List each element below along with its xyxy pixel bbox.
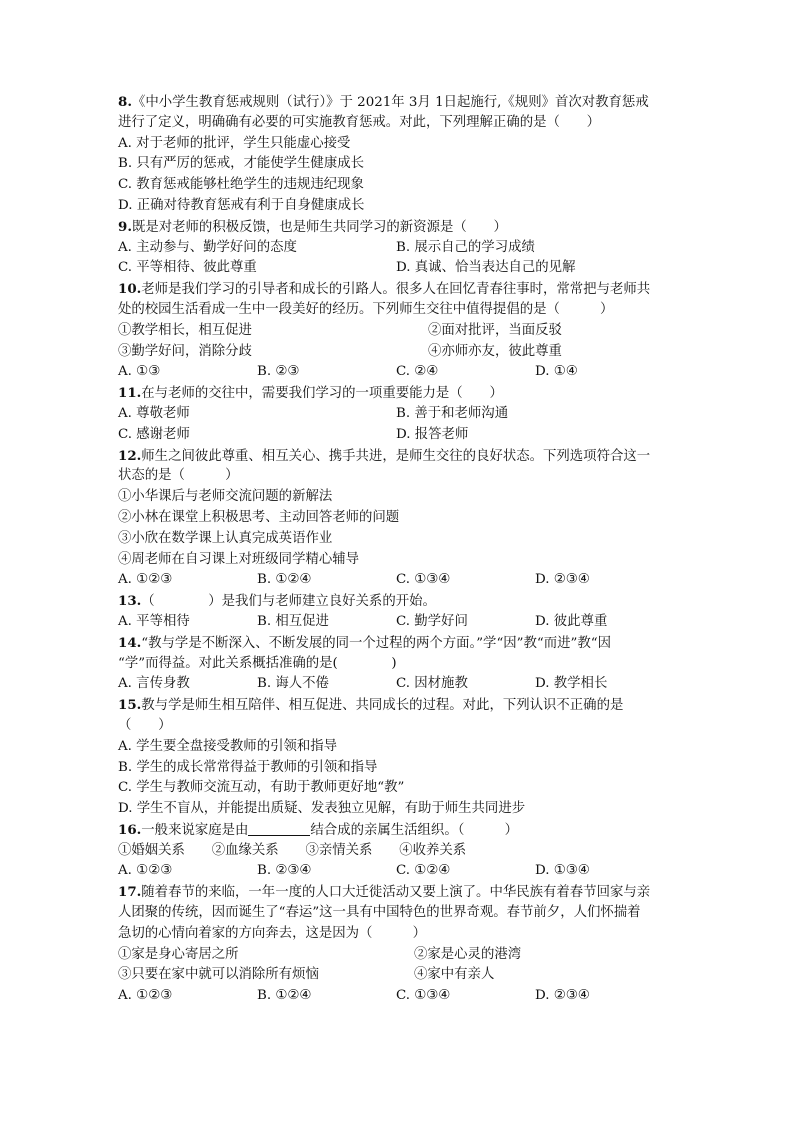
option-c: C. ②④ xyxy=(396,364,439,380)
question-12-stem: 12.师生之间彼此尊重、相互关心、携手共进，是师生交往的良好状态。下列选项符合这一 xyxy=(118,447,651,464)
statement-1: ①教学相长，相互促进 xyxy=(118,322,252,338)
question-15-stem: 15.教与学是师生相互陪伴、相互促进、共同成长的过程。对此，下列认识不正确的是 xyxy=(118,697,624,714)
question-12-statement-2: ②小林在课堂上积极思考、主动回答老师的问题 xyxy=(118,509,400,525)
option-d: D. ①③④ xyxy=(535,863,590,879)
question-17-options xyxy=(118,986,678,1007)
option-b: B. 展示自己的学习成绩 xyxy=(396,239,535,255)
option-a: A. ①②③ xyxy=(118,863,173,879)
question-9-stem: 9.既是对老师的积极反馈，也是师生共同学习的新资源是（ ） xyxy=(118,218,507,235)
question-14-options xyxy=(118,674,678,695)
question-15-option-b: B. 学生的成长常常得益于教师的引领和指导 xyxy=(118,759,378,775)
question-17-stem-cont-2: 急切的心情向着家的方向奔去，这是因为（ ） xyxy=(118,925,426,941)
question-number: 8. xyxy=(118,94,132,110)
option-d: D. 教学相长 xyxy=(535,676,608,692)
question-13-options xyxy=(118,612,678,633)
question-8-option-c: C. 教育惩戒能够杜绝学生的违规违纪现象 xyxy=(118,177,364,193)
statement-3: ③勤学好问，消除分歧 xyxy=(118,343,252,359)
option-c: C. ①③④ xyxy=(396,988,451,1004)
question-number: 12. xyxy=(118,447,142,464)
question-11-options-cd xyxy=(118,425,678,446)
statement-2: ②面对批评，当面反驳 xyxy=(428,322,562,338)
question-16-options xyxy=(118,861,678,882)
question-14-stem: 14.“教与学是不断深入、不断发展的同一个过程的两个方面。”学“因”教“而进”教“因 xyxy=(118,634,612,651)
option-d: D. 真诚、恰当表达自己的见解 xyxy=(396,260,576,276)
question-13-stem: 13.（ ）是我们与老师建立良好关系的开始。 xyxy=(118,593,436,610)
statement-4: ④亦师亦友，彼此尊重 xyxy=(428,343,562,359)
question-8-option-d: D. 正确对待教育惩戒有利于自身健康成长 xyxy=(118,197,365,213)
option-d: D. 彼此尊重 xyxy=(535,613,608,629)
question-number: 9. xyxy=(118,218,132,235)
statement-3: ③只要在家中就可以消除所有烦恼 xyxy=(118,967,319,983)
option-a: A. 主动参与、勤学好问的态度 xyxy=(118,239,297,255)
option-c: C. ①③④ xyxy=(396,572,451,588)
answer-blank xyxy=(248,821,310,836)
question-12-stem-cont: 状态的是（ ） xyxy=(118,468,239,484)
exam-page xyxy=(118,92,678,1007)
option-d: D. ①④ xyxy=(535,364,578,380)
option-a: A. ①②③ xyxy=(118,572,173,588)
option-b: B. ①②④ xyxy=(257,572,312,588)
option-c: C. ①②④ xyxy=(396,863,451,879)
option-a: A. 尊敬老师 xyxy=(118,405,190,421)
question-10-stem: 10.老师是我们学习的引导者和成长的引路人。很多人在回忆青春往事时，常常把与老师共 xyxy=(118,281,651,298)
option-b: B. 相互促进 xyxy=(257,613,329,629)
option-a: A. 言传身教 xyxy=(118,676,190,692)
option-a: A. ①②③ xyxy=(118,988,173,1004)
question-17-statements-12 xyxy=(118,945,678,966)
question-number: 13. xyxy=(118,593,142,610)
question-17-stem-cont: 人团聚的传统，因而诞生了“春运”这一具有中国特色的世界奇观。春节前夕，人们怀揣着 xyxy=(118,905,641,921)
question-8-option-b: B. 只有严厉的惩戒，才能使学生健康成长 xyxy=(118,156,364,172)
option-d: D. 报答老师 xyxy=(396,426,469,442)
question-number: 16. xyxy=(118,821,142,838)
question-14-stem-cont: “学”而得益。对此关系概括准确的是( ) xyxy=(118,655,397,671)
question-8-option-a: A. 对于老师的批评，学生只能虚心接受 xyxy=(118,135,351,151)
question-10-options xyxy=(118,362,678,383)
question-number: 11. xyxy=(118,385,142,402)
option-a: A. ①③ xyxy=(118,364,161,380)
question-8-stem: 8.《中小学生教育惩戒规则（试行）》于 2021年 3月 1日起施行,《规则》首次对教育惩戒 xyxy=(118,94,649,110)
option-d: D. ②③④ xyxy=(535,988,590,1004)
statement-1: ①家是身心寄居之所 xyxy=(118,946,239,962)
question-11-stem: 11.在与老师的交往中，需要我们学习的一项重要能力是（ ） xyxy=(118,385,503,402)
option-c: C. 感谢老师 xyxy=(118,426,190,442)
question-17-statements-34 xyxy=(118,965,678,986)
question-17-stem: 17.随着春节的来临，一年一度的人口大迁徙活动又要上演了。中华民族有着春节回家与亲 xyxy=(118,884,651,901)
option-b: B. ①②④ xyxy=(257,988,312,1004)
question-number: 14. xyxy=(118,634,142,651)
question-12-statement-1: ①小华课后与老师交流问题的新解法 xyxy=(118,489,333,505)
question-9-options-ab xyxy=(118,238,678,259)
question-15-option-a: A. 学生要全盘接受教师的引领和指导 xyxy=(118,738,338,754)
question-8-stem-cont: 进行了定义，明确确有必要的可实施教育惩戒。对此，下列理解正确的是（ ） xyxy=(118,114,601,130)
option-c: C. 平等相待、彼此尊重 xyxy=(118,260,257,276)
question-15-option-c: C. 学生与教师交流互动，有助于教师更好地“教” xyxy=(118,780,405,796)
question-10-stem-cont: 处的校园生活看成一生中一段美好的经历。下列师生交往中值得提倡的是（ ） xyxy=(118,301,614,317)
option-a: A. 平等相待 xyxy=(118,613,190,629)
question-number: 10. xyxy=(118,281,142,298)
question-16-statements: ①婚姻关系 ②血缘关系 ③亲情关系 ④收养关系 xyxy=(118,842,467,858)
question-12-statement-3: ③小欣在数学课上认真完成英语作业 xyxy=(118,530,333,546)
question-number: 15. xyxy=(118,697,142,714)
question-12-options xyxy=(118,570,678,591)
question-11-options-ab xyxy=(118,404,678,425)
question-number: 17. xyxy=(118,884,142,901)
statement-4: ④家中有亲人 xyxy=(414,967,495,983)
option-b: B. 诲人不倦 xyxy=(257,676,329,692)
option-b: B. ②③ xyxy=(257,364,300,380)
question-10-statements-12 xyxy=(118,321,678,342)
option-d: D. ②③④ xyxy=(535,572,590,588)
option-c: C. 因材施教 xyxy=(396,676,468,692)
option-c: C. 勤学好问 xyxy=(396,613,468,629)
option-b: B. ②③④ xyxy=(257,863,312,879)
question-10-statements-34 xyxy=(118,342,678,363)
question-15-stem-cont: （ ） xyxy=(118,717,172,733)
question-16-stem: 16.一般来说家庭是由 结合成的亲属生活组织。（ ） xyxy=(118,821,518,838)
option-b: B. 善于和老师沟通 xyxy=(396,405,509,421)
question-9-options-cd xyxy=(118,258,678,279)
question-12-statement-4: ④周老师在自习课上对班级同学精心辅导 xyxy=(118,551,360,567)
statement-2: ②家是心灵的港湾 xyxy=(414,946,522,962)
question-15-option-d: D. 学生不盲从，并能提出质疑、发表独立见解，有助于师生共同进步 xyxy=(118,801,526,817)
